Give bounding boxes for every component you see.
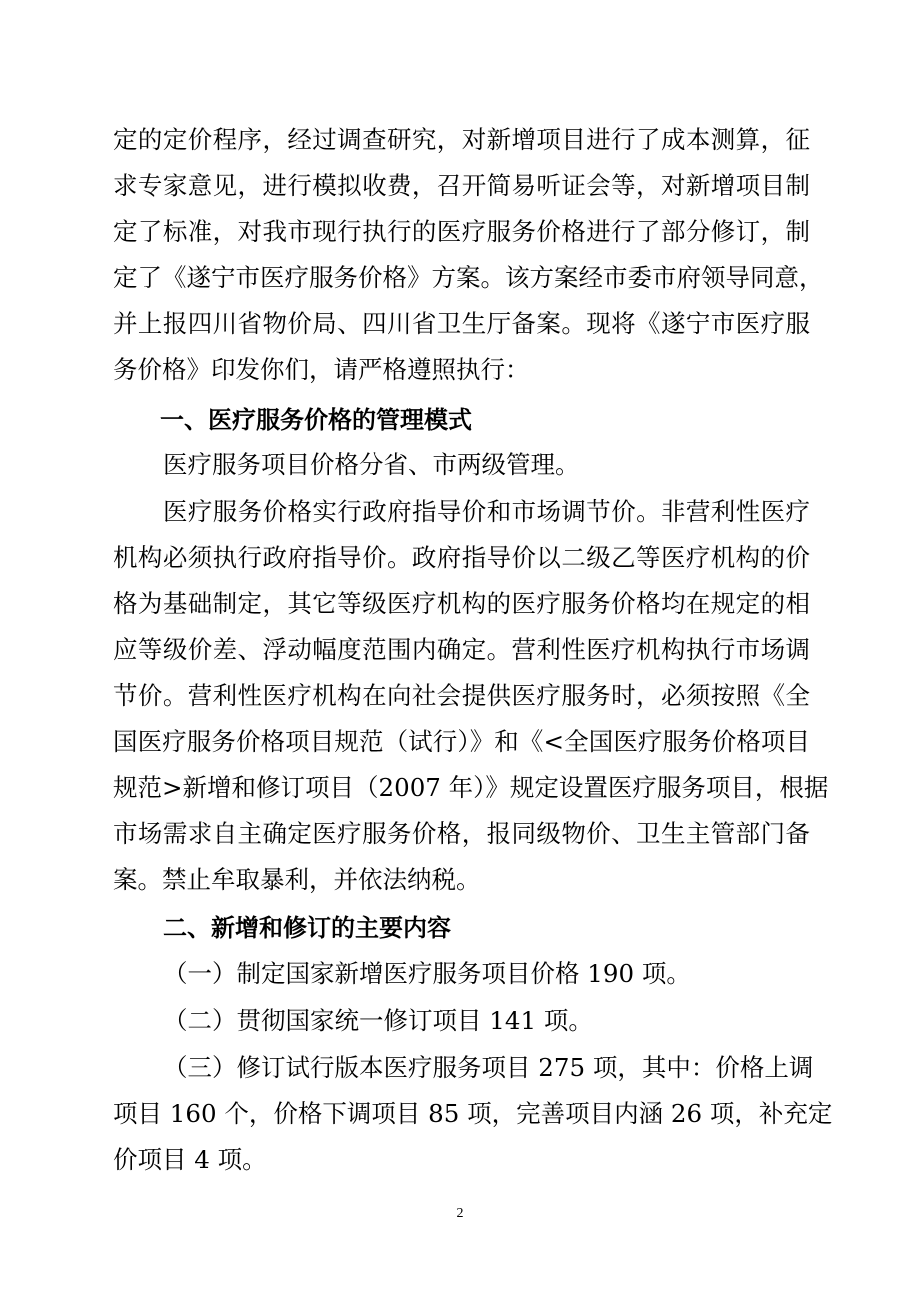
body-text-line: 价项目 4 项。	[113, 1145, 267, 1174]
body-text-line: 医疗服务项目价格分省、市两级管理。	[163, 450, 580, 479]
body-text-line: 国医疗服务价格项目规范（试行）》和《<全国医疗服务价格项目	[113, 727, 810, 756]
body-text-line: 规范>新增和修订项目（2007 年）》规定设置医疗服务项目，根据	[113, 773, 829, 802]
body-text-line: 定的定价程序，经过调查研究，对新增项目进行了成本测算，征	[113, 125, 810, 154]
body-text-line: 应等级价差、浮动幅度范围内确定。营利性医疗机构执行市场调	[113, 635, 810, 664]
section-heading: 二、新增和修订的主要内容	[163, 914, 451, 942]
body-text-line: 定了《遂宁市医疗服务价格》方案。该方案经市委市府领导同意，	[113, 263, 824, 292]
section-heading: 一、医疗服务价格的管理模式	[160, 406, 472, 434]
body-text-line: 定了标准，对我市现行执行的医疗服务价格进行了部分修订，制	[113, 217, 810, 246]
list-item: （一）制定国家新增医疗服务项目价格 190 项。	[163, 959, 691, 988]
body-text-line: 机构必须执行政府指导价。政府指导价以二级乙等医疗机构的价	[113, 543, 810, 572]
body-text-line: 案。禁止牟取暴利，并依法纳税。	[113, 865, 481, 894]
body-text-line: 项目 160 个，价格下调项目 85 项，完善项目内涵 26 项，补充定	[113, 1099, 833, 1128]
body-text-line: 并上报四川省物价局、四川省卫生厅备案。现将《遂宁市医疗服	[113, 309, 810, 338]
list-item: （二）贯彻国家统一修订项目 141 项。	[163, 1006, 593, 1035]
body-text-line: 市场需求自主确定医疗服务价格，报同级物价、卫生主管部门备	[113, 819, 810, 848]
list-item: （三）修订试行版本医疗服务项目 275 项，其中：价格上调	[163, 1053, 814, 1082]
body-text-line: 格为基础制定，其它等级医疗机构的医疗服务价格均在规定的相	[113, 589, 810, 618]
page-number: 2	[456, 1206, 464, 1221]
body-text-line: 医疗服务价格实行政府指导价和市场调节价。非营利性医疗	[163, 497, 810, 526]
body-text-line: 求专家意见，进行模拟收费，召开简易听证会等，对新增项目制	[113, 171, 810, 200]
body-text-line: 务价格》印发你们，请严格遵照执行：	[113, 355, 530, 384]
body-text-line: 节价。营利性医疗机构在向社会提供医疗服务时，必须按照《全	[113, 681, 810, 710]
